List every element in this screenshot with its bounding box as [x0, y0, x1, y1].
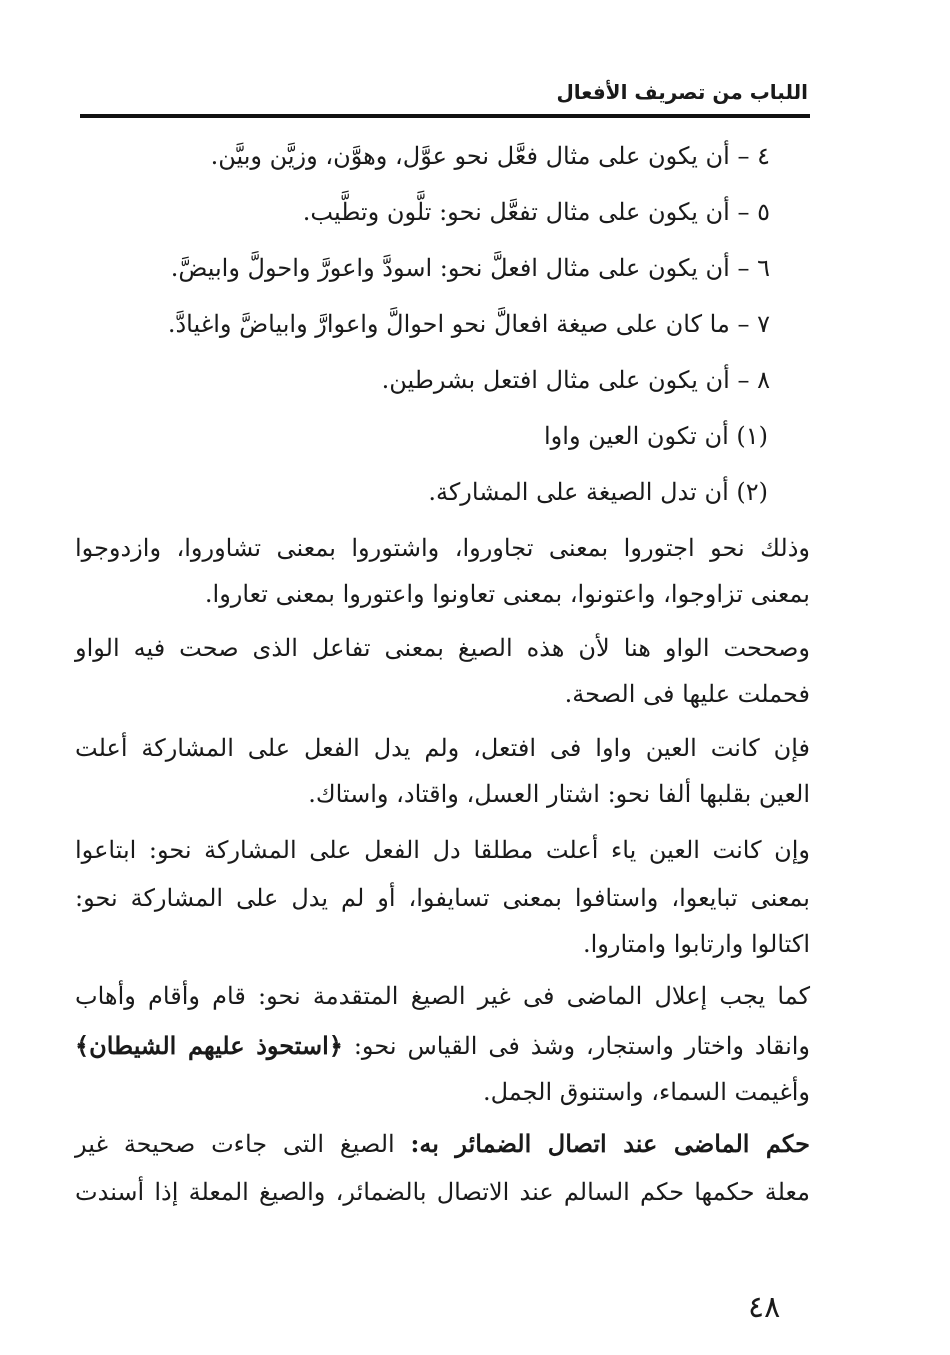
- paragraph-6-line-1-text: الصيغ التى جاءت صحيحة غير: [75, 1130, 411, 1158]
- paragraph-2-line-1: وصححت الواو هنا لأن هذه الصيغ بمعنى تفاعل الذى صحت فيه الواو: [75, 634, 810, 662]
- paragraph-4-line-2: بمعنى تبايعوا، واستافوا بمعنى تسايفوا، أو لم يدل على المشاركة نحو:: [75, 884, 810, 912]
- paragraph-2-line-2: فحملت عليها فى الصحة.: [564, 680, 810, 708]
- paragraph-3-line-1: فإن كانت العين واوا فى افتعل، ولم يدل الفعل على المشاركة أعلت: [75, 734, 810, 762]
- quranic-quote: ﴿استحوذ عليهم الشيطان﴾: [75, 1031, 343, 1060]
- paragraph-1-line-2: بمعنى تزاوجوا، واعتونوا، بمعنى تعاونوا واعتوروا بمعنى تعاروا.: [204, 580, 810, 608]
- paragraph-6-line-2: معلة حكمها حكم السالم عند الاتصال بالضمائر، والصيغ المعلة إذا أسندت: [75, 1178, 810, 1206]
- paragraph-1-line-1: وذلك نحو اجتوروا بمعنى تجاوروا، واشتوروا بمعنى تشاوروا، وازدوجوا: [75, 534, 810, 562]
- paragraph-4-line-1: وإن كانت العين ياء أعلت مطلقا دل الفعل على المشاركة نحو: ابتاعوا: [75, 836, 811, 864]
- section-heading: حكم الماضى عند اتصال الضمائر به:: [410, 1129, 810, 1158]
- list-item-8: ٨ – أن يكون على مثال افتعل بشرطين.: [381, 366, 770, 394]
- paragraph-5-line-1: كما يجب إعلال الماضى فى غير الصيغ المتقدمة نحو: قام وأقام وأهاب: [75, 982, 810, 1010]
- condition-1: (١) أن تكون العين واوا: [544, 422, 768, 450]
- list-item-6: ٦ – أن يكون على مثال افعلَّ نحو: اسودَّ واعورَّ واحولَّ وابيضَّ.: [170, 254, 770, 282]
- paragraph-3-line-2: العين بقلبها ألفا نحو: اشتار العسل، واقتاد، واستاك.: [308, 780, 810, 808]
- paragraph-4-line-3: اكتالوا وارتابوا وامتاروا.: [582, 930, 810, 958]
- paragraph-5-line-3: وأغيمت السماء، واستنوق الجمل.: [482, 1078, 810, 1106]
- paragraph-5-line-2-text: وانقاد واختار واستجار، وشذ فى القياس نحو:: [342, 1032, 811, 1060]
- page-number: ٤٨: [748, 1290, 781, 1325]
- running-header: اللباب من تصريف الأفعال: [556, 80, 808, 104]
- list-item-5: ٥ – أن يكون على مثال تفعَّل نحو: تلَّون وتطَّيب.: [302, 198, 770, 226]
- list-item-4: ٤ – أن يكون على مثال فعَّل نحو عوَّل، وهوَّن، وزيَّن وبيَّن.: [210, 142, 770, 170]
- list-item-7: ٧ – ما كان على صيغة افعالَّ نحو احوالَّ واعوارَّ وابياضَّ واغيادَّ.: [167, 310, 770, 338]
- header-rule: [80, 114, 810, 118]
- paragraph-6-line-1: [75, 1128, 810, 1160]
- paragraph-5-line-2: [75, 1030, 810, 1062]
- condition-2: (٢) أن تدل الصيغة على المشاركة.: [428, 478, 768, 506]
